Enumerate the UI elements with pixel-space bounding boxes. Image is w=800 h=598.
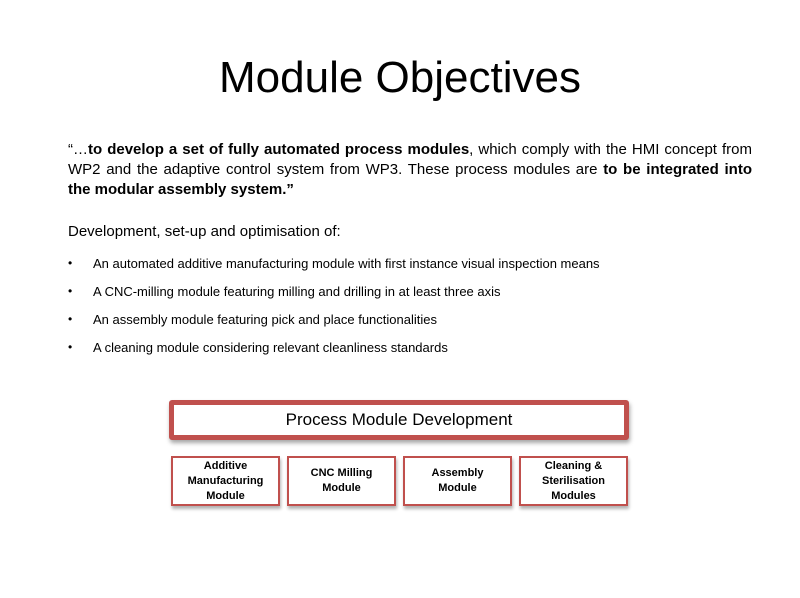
process-module-development-box	[169, 400, 629, 440]
quote-bold-1: to develop a set of fully automated process modules	[88, 141, 470, 158]
objective-quote	[68, 140, 752, 200]
list-item-text: An assembly module featuring pick and place functionalities	[93, 311, 437, 327]
process-module-development-label: Process Module Development	[285, 410, 513, 429]
cnc-milling-module-box: CNC Milling Module	[287, 456, 396, 506]
list-item	[68, 249, 600, 277]
bullet-icon: •	[68, 256, 73, 270]
list-item-text: An automated additive manufacturing module with first instance visual inspection means	[93, 255, 600, 271]
assembly-module-box: Assembly Module	[403, 456, 512, 506]
slide-title: Module Objectives	[219, 53, 581, 102]
additive-manufacturing-module-box: Additive Manufacturing Module	[171, 456, 280, 506]
list-item-text: A CNC-milling module featuring milling and drilling in at least three axis	[93, 283, 501, 299]
list-item	[68, 277, 600, 305]
bullet-icon: •	[68, 340, 73, 354]
list-item-text: A cleaning module considering relevant cleanliness standards	[93, 339, 448, 355]
bullet-icon: •	[68, 284, 73, 298]
quote-text-1: , which comply with the HMI concept from WP2 and the adaptive control system from WP3. These process modules are	[68, 141, 752, 178]
bullet-icon: •	[68, 312, 73, 326]
objectives-list	[68, 249, 600, 361]
cleaning-sterilisation-modules-box: Cleaning & Sterilisation Modules	[519, 456, 628, 506]
list-item	[68, 333, 600, 361]
list-item	[68, 305, 600, 333]
quote-open: “…	[68, 141, 88, 158]
intro-text: Development, set-up and optimisation of:	[68, 223, 341, 240]
quote-bold-2: to be integrated into the modular assembly system.”	[68, 161, 752, 198]
